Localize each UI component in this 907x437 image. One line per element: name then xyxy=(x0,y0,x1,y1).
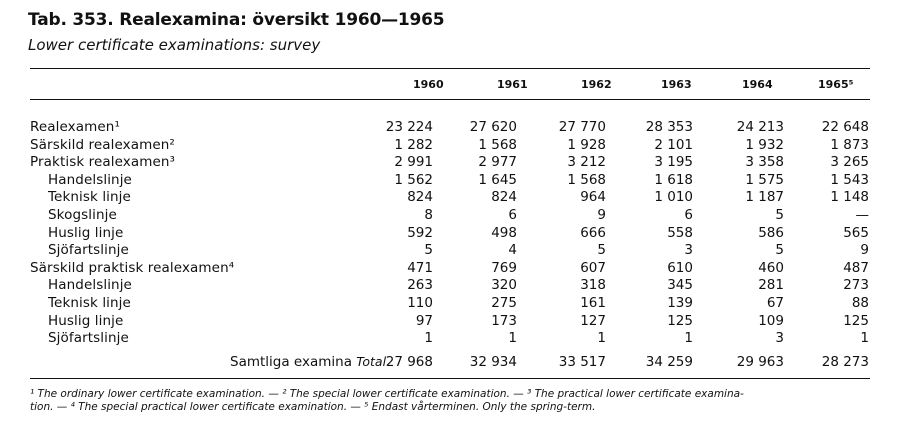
row-label: Teknisk linje xyxy=(48,295,131,311)
cell-value-1961: 824 xyxy=(491,189,517,206)
cell-value-1963: 3 195 xyxy=(654,154,693,171)
cell-value-1964: 460 xyxy=(758,259,784,276)
cell-value-1965: 22 648 xyxy=(821,119,869,135)
row-label: Handelslinje xyxy=(48,171,132,188)
cell-value-1960: 97 xyxy=(415,312,433,329)
table-row xyxy=(0,154,907,171)
cell-value-1965: 565 xyxy=(843,224,869,241)
table-row xyxy=(0,207,907,224)
total-value-1963: 34 259 xyxy=(645,354,693,370)
row-label: Praktisk realexamen³ xyxy=(30,154,176,171)
cell-value-1960: 1 xyxy=(424,330,433,347)
cell-value-1960: 1 282 xyxy=(394,136,433,153)
total-value-1961: 32 934 xyxy=(469,354,517,370)
cell-value-1961: 1 568 xyxy=(478,136,517,153)
cell-value-1960: 824 xyxy=(407,189,433,206)
cell-value-1963: 3 xyxy=(684,242,693,259)
table-row xyxy=(0,225,907,242)
cell-value-1960: 263 xyxy=(407,277,433,294)
cell-value-1963: 139 xyxy=(667,295,693,311)
cell-value-1960: 1 562 xyxy=(394,171,433,188)
cell-value-1964: 5 xyxy=(775,207,784,223)
cell-value-1961: 275 xyxy=(491,295,517,311)
cell-value-1961: 4 xyxy=(508,242,517,259)
row-label: Huslig linje xyxy=(48,312,124,329)
cell-value-1964: 1 575 xyxy=(745,171,784,188)
cell-value-1961: 769 xyxy=(491,259,517,276)
total-value-1960: 27 968 xyxy=(385,354,433,370)
row-label: Sjöfartslinje xyxy=(48,242,129,259)
column-header-1961: 1961 xyxy=(497,78,528,91)
cell-value-1965: 3 265 xyxy=(830,154,869,171)
row-label: Handelslinje xyxy=(48,277,132,294)
cell-value-1963: 2 101 xyxy=(654,136,693,153)
cell-value-1964: 281 xyxy=(758,277,784,294)
table-row xyxy=(0,189,907,206)
cell-value-1965: 487 xyxy=(843,259,869,276)
cell-value-1961: 1 xyxy=(508,330,517,347)
cell-value-1965: 273 xyxy=(843,277,869,294)
cell-value-1960: 471 xyxy=(407,259,433,276)
cell-value-1964: 3 358 xyxy=(745,154,784,171)
cell-value-1962: 607 xyxy=(580,259,606,276)
cell-value-1965: 1 543 xyxy=(830,171,869,188)
table-row xyxy=(0,119,907,136)
cell-value-1963: 610 xyxy=(667,259,693,276)
cell-value-1965: 125 xyxy=(843,312,869,329)
table-row xyxy=(0,277,907,294)
column-header-1962: 1962 xyxy=(581,78,612,91)
cell-value-1964: 1 187 xyxy=(745,189,784,206)
column-header-1960: 1960 xyxy=(413,78,444,91)
header-rule xyxy=(30,99,870,100)
cell-value-1964: 3 xyxy=(775,330,784,347)
cell-value-1964: 1 932 xyxy=(745,136,784,153)
bottom-rule xyxy=(30,378,870,379)
footnote-line-1: ¹ The ordinary lower certificate examination. — ² The special lower certificate examination. — ³ The practical lower certificate examina- xyxy=(30,388,744,400)
cell-value-1965: 9 xyxy=(860,242,869,259)
cell-value-1962: 161 xyxy=(580,295,606,311)
table-row xyxy=(0,172,907,189)
table-row xyxy=(0,260,907,277)
column-header-1965: 1965⁵ xyxy=(818,78,854,91)
column-header-1964: 1964 xyxy=(742,78,773,91)
cell-value-1965: — xyxy=(855,207,869,223)
row-label: Huslig linje xyxy=(48,224,124,241)
cell-value-1961: 498 xyxy=(491,224,517,241)
total-value-1962: 33 517 xyxy=(558,354,606,370)
cell-value-1962: 3 212 xyxy=(567,154,606,171)
row-label: Sjöfartslinje xyxy=(48,330,129,347)
table-row xyxy=(0,242,907,259)
cell-value-1963: 28 353 xyxy=(645,119,693,135)
cell-value-1961: 6 xyxy=(508,207,517,223)
row-label: Särskild praktisk realexamen⁴ xyxy=(30,259,235,276)
cell-value-1962: 1 928 xyxy=(567,136,606,153)
cell-value-1961: 320 xyxy=(491,277,517,294)
cell-value-1960: 5 xyxy=(424,242,433,259)
total-value-1965: 28 273 xyxy=(821,354,869,370)
cell-value-1960: 592 xyxy=(407,224,433,241)
cell-value-1962: 27 770 xyxy=(558,119,606,135)
cell-value-1962: 666 xyxy=(580,224,606,241)
cell-value-1965: 1 873 xyxy=(830,136,869,153)
cell-value-1960: 110 xyxy=(407,295,433,311)
cell-value-1962: 1 568 xyxy=(567,171,606,188)
table-subtitle: Lower certificate examinations: survey xyxy=(28,36,321,54)
cell-value-1963: 1 010 xyxy=(654,189,693,206)
cell-value-1961: 27 620 xyxy=(469,119,517,135)
cell-value-1961: 173 xyxy=(491,312,517,329)
total-label-en: Total xyxy=(356,354,387,369)
cell-value-1964: 67 xyxy=(766,295,784,311)
row-label: Teknisk linje xyxy=(48,189,131,206)
cell-value-1963: 345 xyxy=(667,277,693,294)
cell-value-1963: 1 618 xyxy=(654,171,693,188)
cell-value-1964: 109 xyxy=(758,312,784,329)
cell-value-1963: 558 xyxy=(667,224,693,241)
table-row xyxy=(0,330,907,347)
cell-value-1965: 1 148 xyxy=(830,189,869,206)
cell-value-1962: 1 xyxy=(597,330,606,347)
cell-value-1964: 24 213 xyxy=(736,119,784,135)
cell-value-1960: 8 xyxy=(424,207,433,223)
total-label-sv: Samtliga examina xyxy=(230,354,352,370)
cell-value-1965: 1 xyxy=(860,330,869,347)
cell-value-1962: 127 xyxy=(580,312,606,329)
cell-value-1964: 5 xyxy=(775,242,784,259)
row-label: Realexamen¹ xyxy=(30,119,120,135)
table-title: Tab. 353. Realexamina: översikt 1960—1965 xyxy=(28,10,445,30)
total-value-1964: 29 963 xyxy=(736,354,784,370)
footnote-line-2: tion. — ⁴ The special practical lower certificate examination. — ⁵ Endast vårterminen. Only the spring-term. xyxy=(30,401,596,413)
cell-value-1963: 1 xyxy=(684,330,693,347)
cell-value-1961: 1 645 xyxy=(478,171,517,188)
cell-value-1962: 5 xyxy=(597,242,606,259)
column-header-1963: 1963 xyxy=(661,78,692,91)
row-label: Skogslinje xyxy=(48,207,117,223)
cell-value-1960: 23 224 xyxy=(385,119,433,135)
cell-value-1964: 586 xyxy=(758,224,784,241)
top-rule xyxy=(30,68,870,69)
cell-value-1962: 964 xyxy=(580,189,606,206)
table-row xyxy=(0,295,907,312)
cell-value-1961: 2 977 xyxy=(478,154,517,171)
cell-value-1962: 9 xyxy=(597,207,606,223)
row-label: Särskild realexamen² xyxy=(30,136,175,153)
cell-value-1960: 2 991 xyxy=(394,154,433,171)
table-row xyxy=(0,137,907,154)
cell-value-1962: 318 xyxy=(580,277,606,294)
cell-value-1963: 125 xyxy=(667,312,693,329)
cell-value-1963: 6 xyxy=(684,207,693,223)
table-row xyxy=(0,313,907,330)
cell-value-1965: 88 xyxy=(851,295,869,311)
total-row xyxy=(0,354,907,371)
